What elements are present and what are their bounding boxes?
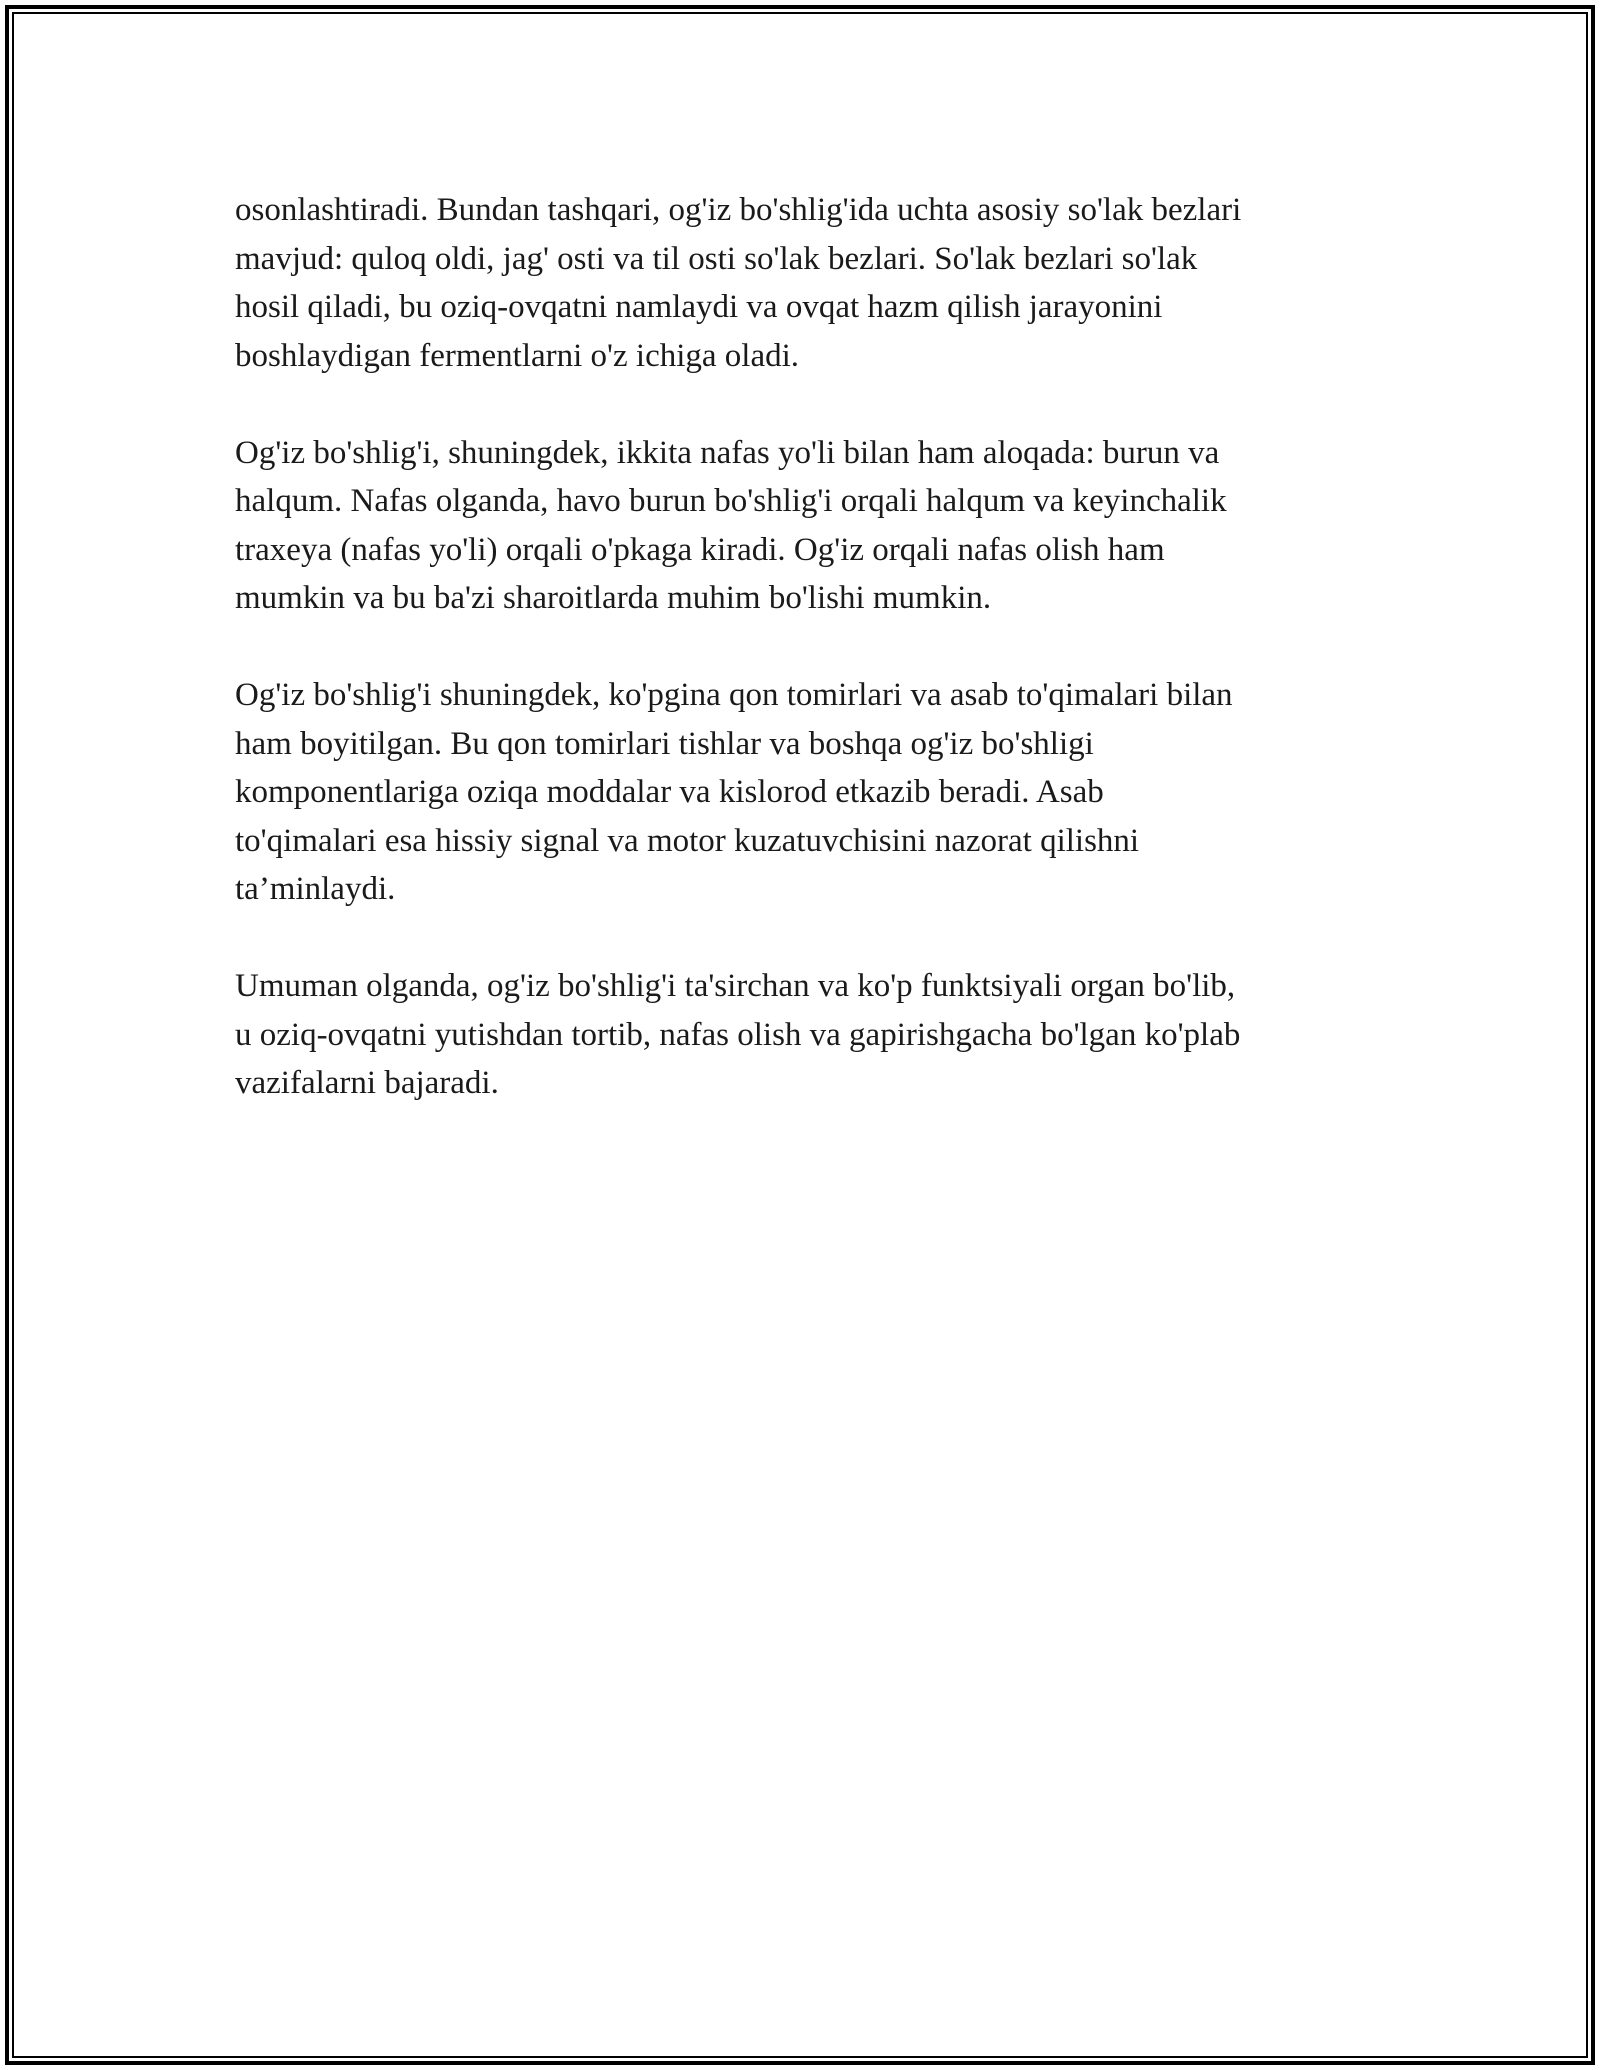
document-body <box>235 186 1365 1156</box>
paragraph-salivary-glands: osonlashtiradi. Bundan tashqari, og'iz bo'shlig'ida uchta asosiy so'lak bezlari mavjud: quloq oldi, jag' osti va til osti so'lak bezlari. So'lak bezlari so'lak hosil qiladi, bu oziq-ovqatni namlaydi va ovqat hazm qilish jarayonini boshlaydigan fermentlarni o'z ichiga oladi. <box>235 192 1242 374</box>
paragraph-respiratory-connection: Og'iz bo'shlig'i, shuningdek, ikkita nafas yo'li bilan ham aloqada: burun va halqum. Nafas olganda, havo burun bo'shlig'i orqali halqum va keyinchalik traxeya (nafas yo'li) orqali o'pkaga kiradi. Og'iz orqali nafas olish ham mumkin va bu ba'zi sharoitlarda muhim bo'lishi mumkin. <box>235 434 1227 616</box>
paragraph-summary: Umuman olganda, og'iz bo'shlig'i ta'sirchan va ko'p funktsiyali organ bo'lib, u oziq-ovqatni yutishdan tortib, nafas olish va gapirishgacha bo'lgan ko'plab vazifalarni bajaradi. <box>235 968 1241 1101</box>
paragraph-vessels-nerves: Og'iz bo'shlig'i shuningdek, ko'pgina qon tomirlari va asab to'qimalari bilan ham boyitilgan. Bu qon tomirlari tishlar va boshqa og'iz bo'shligi komponentlariga oziqa moddalar va kislorod etkazib beradi. Asab to'qimalari esa hissiy signal va motor kuzatuvchisini nazorat qilishni ta’minlaydi. <box>235 677 1233 907</box>
